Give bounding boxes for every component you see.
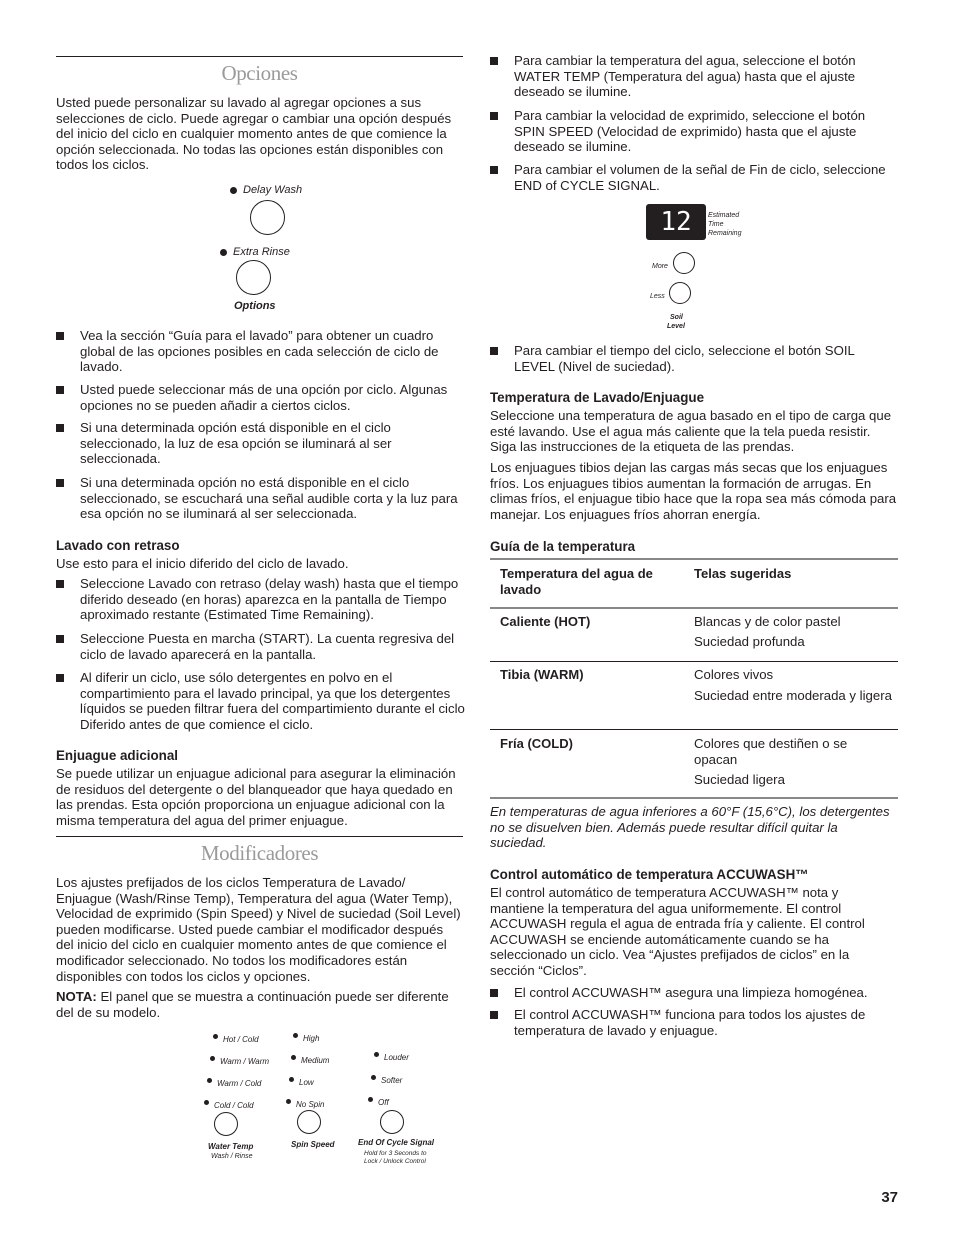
bullet-square-icon [490, 989, 498, 997]
note-text: El panel que se muestra a continuación puede ser diferente del de su modelo. [56, 989, 449, 1020]
bullet-square-icon [56, 635, 64, 643]
display-illustration [640, 200, 760, 335]
table-rule [490, 797, 898, 799]
delay-wash-indicator-icon [230, 187, 237, 194]
temp-guide-note: En temperaturas de agua inferiores a 60°F (15,6°C), los detergentes no se disuelven bien. Además puede resultar difícil quitar la suciedad. [490, 804, 890, 851]
spin-medium: Medium [301, 1056, 330, 1065]
level-label: Level [667, 323, 685, 330]
spin-high: High [303, 1034, 320, 1043]
indicator-dot-icon [207, 1078, 212, 1083]
signal-softer: Softer [381, 1076, 403, 1085]
end-of-cycle-sub1: Hold for 3 Seconds to [364, 1150, 427, 1157]
indicator-dot-icon [204, 1100, 209, 1105]
bullet-square-icon [490, 347, 498, 355]
more-label: More [652, 263, 668, 270]
less-label: Less [650, 293, 665, 300]
extra-rinse-text: Se puede utilizar un enjuague adicional para asegurar la eliminación de residuos del detergente o del blanqueador que haya quedado en las prendas. Esta opción proporciona un enjuague adicional con la misma temperatura del agua del primer enjuague. [56, 766, 456, 828]
page-number: 37 [881, 1189, 898, 1206]
water-temp-sub: Wash / Rinse [211, 1153, 253, 1160]
temperature-guide-table: Temperatura del agua de lavado Telas sugeridas Caliente (HOT) Blancas y de color pastel Suciedad profunda Tibia (WARM) Colores vivos Suciedad entre moderada y ligera Fría (COLD) Colores que destiñen o se opacan Suciedad ligera [490, 558, 898, 803]
time-display [646, 204, 706, 240]
end-of-cycle-label: End Of Cycle Signal [358, 1138, 435, 1147]
accuwash-text: El control automático de temperatura ACCUWASH™ nota y mantiene la temperatura del agua uniformemente. El control ACCUWASH regula el agua de entrada fría y caliente. El control ACCUWASH se enciende automáticamente cuando se ha seleccionado un ciclo. Vea “Ajustes prefijados de ciclos” en la sección “Ciclos”. [490, 885, 865, 978]
bullet-square-icon [56, 580, 64, 588]
wash-rinse-temp-p2: Los enjuagues tibios dejan las cargas más secas que los enjuagues fríos. Los enjuagues tibios aumentan la formación de arrugas. En climas fríos, el enjuague tibio hace que la ropa sea más cómoda para manejar. Los enjuagues fríos ahorran energía. [490, 460, 897, 522]
indicator-dot-icon [286, 1099, 291, 1104]
bullet-square-icon [56, 332, 64, 340]
bullet-square-icon [490, 57, 498, 65]
modifiers-note [56, 989, 456, 1020]
table-rule [490, 729, 898, 730]
less-button-icon [669, 282, 691, 304]
section-rule [56, 56, 463, 57]
section-rule [56, 836, 463, 837]
options-intro: Usted puede personalizar su lavado al agregar opciones a sus selecciones de ciclo. Puede agregar o cambiar una opción después del inicio del ciclo en cualquier momento antes de que comience la opción seleccionada. No todas las opciones están disponibles con todos los ciclos. [56, 95, 452, 173]
time-display-digits: 12 [660, 207, 692, 237]
water-temp-warm-cold: Warm / Cold [217, 1079, 262, 1088]
bullet-square-icon [56, 479, 64, 487]
indicator-dot-icon [291, 1055, 296, 1060]
indicator-dot-icon [374, 1052, 379, 1057]
extra-rinse-button-icon [236, 260, 271, 295]
water-temp-label: Water Temp [208, 1142, 254, 1151]
display-estimated: Estimated [708, 212, 740, 219]
bullet-square-icon [56, 674, 64, 682]
table-rule [490, 661, 898, 662]
wash-rinse-temp-heading: Temperatura de Lavado/Enjuague [490, 390, 705, 405]
options-panel-illustration [56, 180, 463, 320]
options-panel-label: Options [234, 300, 276, 312]
more-button-icon [673, 252, 695, 274]
spin-speed-label: Spin Speed [291, 1140, 335, 1149]
indicator-dot-icon [210, 1056, 215, 1061]
water-temp-warm-warm: Warm / Warm [220, 1057, 270, 1066]
accuwash-heading: Control automático de temperatura ACCUWASH™ [490, 867, 809, 882]
display-remaining: Remaining [708, 230, 742, 237]
column-header-fabrics: Telas sugeridas [694, 566, 792, 581]
indicator-dot-icon [289, 1077, 294, 1082]
soil-label: Soil [670, 314, 683, 321]
delay-wash-label: Delay Wash [243, 184, 303, 196]
bullet-square-icon [56, 424, 64, 432]
delay-wash-intro: Use esto para el inicio diferido del ciclo de lavado. [56, 556, 349, 571]
indicator-dot-icon [368, 1097, 373, 1102]
wash-rinse-temp-p1: Seleccione una temperatura de agua basado en el tipo de carga que esté lavando. Use el agua más caliente que la tela pueda resistir. Siga las instrucciones de la etiqueta de las prendas. [490, 408, 892, 455]
signal-off: Off [378, 1098, 389, 1107]
modifiers-intro: Los ajustes prefijados de los ciclos Temperatura de Lavado/ Enjuague (Wash/Rinse Temp), Temperatura del agua (Water Temp), Velocidad de exprimido (Spin Speed) y Nivel de suciedad (Soil Level) pueden modificarse. Usted puede cambiar el modificador después del inicio del ciclo en cualquier momento antes de que comience el modificador seleccionado. No todos los modificadores están disponibles con todos los ciclos y opciones. [56, 875, 461, 984]
signal-louder: Louder [384, 1053, 409, 1062]
water-temp-button-icon [214, 1112, 238, 1136]
table-rule [490, 558, 898, 560]
note-label: NOTA: [56, 989, 97, 1004]
bullet-square-icon [56, 386, 64, 394]
extra-rinse-heading: Enjuague adicional [56, 748, 179, 763]
options-title: Opciones [221, 61, 298, 85]
bullet-square-icon [490, 166, 498, 174]
bullet-square-icon [490, 112, 498, 120]
extra-rinse-indicator-icon [220, 249, 227, 256]
delay-wash-button-icon [250, 200, 285, 235]
spin-no-spin: No Spin [296, 1100, 325, 1109]
temp-guide-heading: Guía de la temperatura [490, 539, 636, 554]
indicator-dot-icon [293, 1033, 298, 1038]
modifier-panel-illustration [146, 1028, 435, 1168]
water-temp-cold-cold: Cold / Cold [214, 1101, 254, 1110]
bullet-square-icon [490, 1011, 498, 1019]
end-of-cycle-button-icon [380, 1110, 404, 1134]
end-of-cycle-sub2: Lock / Unlock Control [364, 1158, 426, 1165]
extra-rinse-label: Extra Rinse [233, 246, 290, 258]
spin-speed-button-icon [297, 1110, 321, 1134]
display-time: Time [708, 221, 724, 228]
delay-wash-heading: Lavado con retraso [56, 538, 180, 553]
table-rule [490, 607, 898, 609]
modifiers-title: Modificadores [200, 841, 319, 865]
indicator-dot-icon [213, 1034, 218, 1039]
indicator-dot-icon [371, 1075, 376, 1080]
water-temp-hot-cold: Hot / Cold [223, 1035, 259, 1044]
column-header-water-temp: Temperatura del agua de lavado [500, 566, 653, 597]
spin-low: Low [299, 1078, 314, 1087]
